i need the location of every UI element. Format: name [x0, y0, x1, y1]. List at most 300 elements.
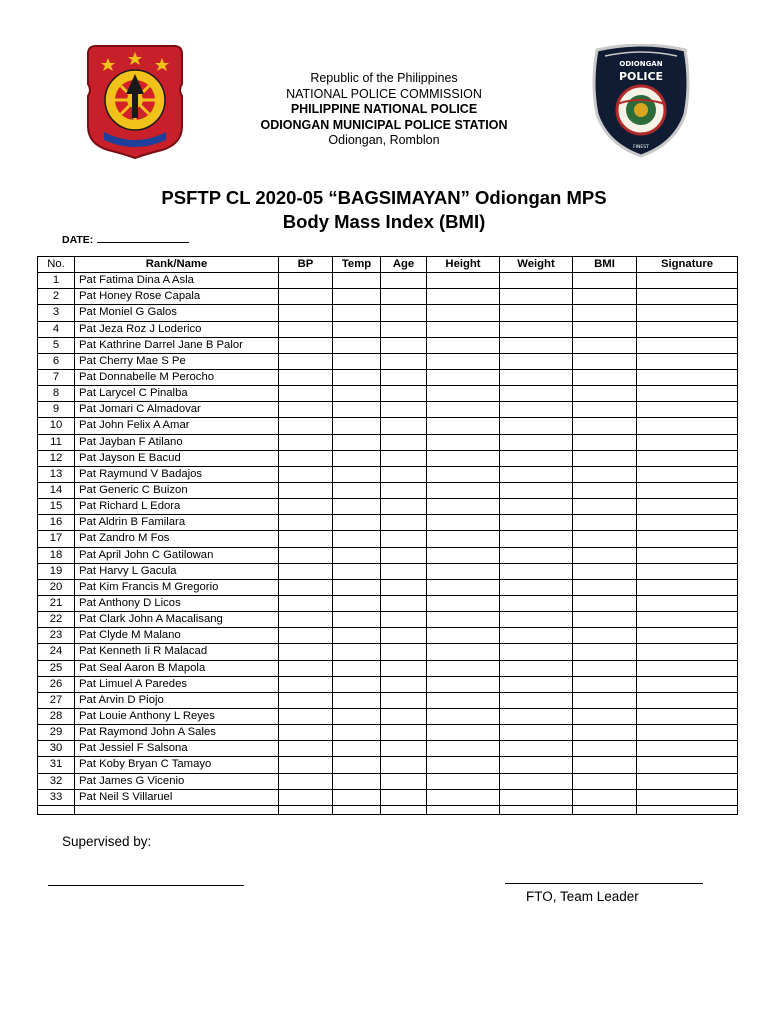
cell-signature[interactable] — [637, 499, 738, 515]
cell-height[interactable] — [427, 676, 500, 692]
cell-height[interactable] — [427, 547, 500, 563]
blank-cell — [38, 805, 75, 814]
cell-height[interactable] — [427, 386, 500, 402]
cell-no: 9 — [38, 402, 75, 418]
cell-temp[interactable] — [333, 741, 381, 757]
cell-weight[interactable] — [500, 353, 573, 369]
table-row — [38, 741, 738, 757]
cell-height[interactable] — [427, 273, 500, 289]
cell-temp[interactable] — [333, 499, 381, 515]
cell-signature[interactable] — [637, 337, 738, 353]
cell-signature[interactable] — [637, 595, 738, 611]
cell-age[interactable] — [381, 499, 427, 515]
cell-rank-name: Pat Kim Francis M Gregorio — [75, 579, 279, 595]
cell-weight[interactable] — [500, 273, 573, 289]
cell-weight[interactable] — [500, 708, 573, 724]
cell-rank-name: Pat Raymond John A Sales — [75, 725, 279, 741]
blank-cell — [500, 805, 573, 814]
table-row — [38, 644, 738, 660]
table-row — [38, 612, 738, 628]
cell-weight[interactable] — [500, 369, 573, 385]
table-row — [38, 515, 738, 531]
cell-signature[interactable] — [637, 402, 738, 418]
cell-temp[interactable] — [333, 595, 381, 611]
cell-weight[interactable] — [500, 676, 573, 692]
cell-bmi[interactable] — [573, 369, 637, 385]
cell-age[interactable] — [381, 289, 427, 305]
cell-age[interactable] — [381, 708, 427, 724]
cell-signature[interactable] — [637, 789, 738, 805]
cell-height[interactable] — [427, 628, 500, 644]
cell-signature[interactable] — [637, 612, 738, 628]
cell-bmi[interactable] — [573, 499, 637, 515]
cell-height[interactable] — [427, 789, 500, 805]
cell-age[interactable] — [381, 466, 427, 482]
cell-temp[interactable] — [333, 563, 381, 579]
header-height: Height — [427, 257, 500, 273]
cell-bp[interactable] — [279, 595, 333, 611]
cell-temp[interactable] — [333, 515, 381, 531]
cell-temp[interactable] — [333, 369, 381, 385]
cell-bp[interactable] — [279, 353, 333, 369]
cell-bp[interactable] — [279, 773, 333, 789]
cell-bmi[interactable] — [573, 321, 637, 337]
cell-weight[interactable] — [500, 741, 573, 757]
cell-height[interactable] — [427, 563, 500, 579]
fto-signature-line — [505, 883, 703, 884]
cell-bp[interactable] — [279, 289, 333, 305]
cell-age[interactable] — [381, 515, 427, 531]
cell-weight[interactable] — [500, 466, 573, 482]
blank-cell — [279, 805, 333, 814]
table-row — [38, 708, 738, 724]
cell-bp[interactable] — [279, 482, 333, 498]
cell-bmi[interactable] — [573, 434, 637, 450]
cell-bp[interactable] — [279, 628, 333, 644]
cell-age[interactable] — [381, 386, 427, 402]
cell-bmi[interactable] — [573, 273, 637, 289]
cell-bmi[interactable] — [573, 789, 637, 805]
cell-bmi[interactable] — [573, 418, 637, 434]
cell-bp[interactable] — [279, 515, 333, 531]
cell-signature[interactable] — [637, 386, 738, 402]
cell-height[interactable] — [427, 531, 500, 547]
cell-bmi[interactable] — [573, 757, 637, 773]
cell-signature[interactable] — [637, 628, 738, 644]
cell-bmi[interactable] — [573, 660, 637, 676]
cell-no: 10 — [38, 418, 75, 434]
cell-rank-name: Pat Larycel C Pinalba — [75, 386, 279, 402]
cell-temp[interactable] — [333, 612, 381, 628]
cell-signature[interactable] — [637, 418, 738, 434]
cell-rank-name: Pat Harvy L Gacula — [75, 563, 279, 579]
cell-bp[interactable] — [279, 547, 333, 563]
cell-signature[interactable] — [637, 353, 738, 369]
cell-bp[interactable] — [279, 466, 333, 482]
police-shield-icon — [589, 44, 693, 158]
cell-signature[interactable] — [637, 321, 738, 337]
blank-cell — [75, 805, 279, 814]
cell-weight[interactable] — [500, 418, 573, 434]
cell-signature[interactable] — [637, 369, 738, 385]
cell-height[interactable] — [427, 612, 500, 628]
cell-height[interactable] — [427, 741, 500, 757]
table-row — [38, 353, 738, 369]
cell-age[interactable] — [381, 725, 427, 741]
cell-bp[interactable] — [279, 563, 333, 579]
cell-bmi[interactable] — [573, 515, 637, 531]
cell-weight[interactable] — [500, 773, 573, 789]
cell-bp[interactable] — [279, 337, 333, 353]
cell-rank-name: Pat Limuel A Paredes — [75, 676, 279, 692]
cell-signature[interactable] — [637, 644, 738, 660]
cell-age[interactable] — [381, 595, 427, 611]
cell-age[interactable] — [381, 741, 427, 757]
cell-rank-name: Pat Richard L Edora — [75, 499, 279, 515]
cell-age[interactable] — [381, 628, 427, 644]
cell-signature[interactable] — [637, 482, 738, 498]
cell-temp[interactable] — [333, 692, 381, 708]
cell-bp[interactable] — [279, 499, 333, 515]
cell-height[interactable] — [427, 757, 500, 773]
cell-bp[interactable] — [279, 789, 333, 805]
cell-temp[interactable] — [333, 531, 381, 547]
cell-age[interactable] — [381, 482, 427, 498]
cell-bp[interactable] — [279, 725, 333, 741]
cell-weight[interactable] — [500, 305, 573, 321]
cell-height[interactable] — [427, 773, 500, 789]
cell-no: 17 — [38, 531, 75, 547]
cell-weight[interactable] — [500, 579, 573, 595]
cell-weight[interactable] — [500, 434, 573, 450]
date-blank-line[interactable] — [97, 233, 189, 243]
cell-bp[interactable] — [279, 531, 333, 547]
cell-age[interactable] — [381, 353, 427, 369]
cell-temp[interactable] — [333, 773, 381, 789]
cell-weight[interactable] — [500, 628, 573, 644]
cell-weight[interactable] — [500, 757, 573, 773]
cell-age[interactable] — [381, 773, 427, 789]
table-row — [38, 434, 738, 450]
cell-age[interactable] — [381, 434, 427, 450]
cell-height[interactable] — [427, 515, 500, 531]
cell-age[interactable] — [381, 418, 427, 434]
document-title — [0, 186, 768, 234]
header-commission: NATIONAL POLICE COMMISSION — [286, 86, 482, 101]
cell-weight[interactable] — [500, 692, 573, 708]
table-row — [38, 563, 738, 579]
cell-no: 15 — [38, 499, 75, 515]
cell-height[interactable] — [427, 595, 500, 611]
cell-height[interactable] — [427, 305, 500, 321]
cell-weight[interactable] — [500, 515, 573, 531]
cell-signature[interactable] — [637, 676, 738, 692]
cell-no: 29 — [38, 725, 75, 741]
title-line-2: Body Mass Index (BMI) — [282, 211, 486, 232]
cell-bp[interactable] — [279, 305, 333, 321]
table-row — [38, 579, 738, 595]
cell-signature[interactable] — [637, 725, 738, 741]
cell-signature[interactable] — [637, 757, 738, 773]
cell-weight[interactable] — [500, 644, 573, 660]
cell-bmi[interactable] — [573, 644, 637, 660]
cell-bmi[interactable] — [573, 628, 637, 644]
cell-rank-name: Pat Generic C Buizon — [75, 482, 279, 498]
cell-temp[interactable] — [333, 628, 381, 644]
cell-height[interactable] — [427, 321, 500, 337]
cell-signature[interactable] — [637, 660, 738, 676]
cell-rank-name: Pat Neil S Villaruel — [75, 789, 279, 805]
cell-temp[interactable] — [333, 757, 381, 773]
cell-weight[interactable] — [500, 337, 573, 353]
table-row — [38, 757, 738, 773]
supervisor-signature-line — [48, 885, 244, 886]
cell-bmi[interactable] — [573, 289, 637, 305]
cell-signature[interactable] — [637, 547, 738, 563]
cell-temp[interactable] — [333, 273, 381, 289]
cell-bp[interactable] — [279, 450, 333, 466]
cell-age[interactable] — [381, 321, 427, 337]
header-weight: Weight — [500, 257, 573, 273]
cell-weight[interactable] — [500, 499, 573, 515]
cell-weight[interactable] — [500, 386, 573, 402]
cell-height[interactable] — [427, 418, 500, 434]
cell-height[interactable] — [427, 499, 500, 515]
cell-bp[interactable] — [279, 273, 333, 289]
cell-temp[interactable] — [333, 725, 381, 741]
cell-weight[interactable] — [500, 725, 573, 741]
cell-bp[interactable] — [279, 741, 333, 757]
cell-weight[interactable] — [500, 660, 573, 676]
cell-age[interactable] — [381, 547, 427, 563]
cell-temp[interactable] — [333, 386, 381, 402]
cell-bp[interactable] — [279, 708, 333, 724]
cell-bmi[interactable] — [573, 708, 637, 724]
cell-signature[interactable] — [637, 531, 738, 547]
cell-no: 16 — [38, 515, 75, 531]
cell-height[interactable] — [427, 369, 500, 385]
cell-weight[interactable] — [500, 482, 573, 498]
cell-rank-name: Pat Fatima Dina A Asla — [75, 273, 279, 289]
cell-age[interactable] — [381, 450, 427, 466]
cell-temp[interactable] — [333, 418, 381, 434]
cell-rank-name: Pat Jayban F Atilano — [75, 434, 279, 450]
cell-no: 6 — [38, 353, 75, 369]
cell-signature[interactable] — [637, 773, 738, 789]
cell-no: 27 — [38, 692, 75, 708]
cell-temp[interactable] — [333, 466, 381, 482]
cell-height[interactable] — [427, 692, 500, 708]
cell-age[interactable] — [381, 563, 427, 579]
cell-temp[interactable] — [333, 789, 381, 805]
cell-weight[interactable] — [500, 450, 573, 466]
cell-bmi[interactable] — [573, 579, 637, 595]
cell-temp[interactable] — [333, 676, 381, 692]
cell-temp[interactable] — [333, 482, 381, 498]
cell-bp[interactable] — [279, 434, 333, 450]
cell-bmi[interactable] — [573, 547, 637, 563]
cell-no: 14 — [38, 482, 75, 498]
cell-no: 32 — [38, 773, 75, 789]
cell-temp[interactable] — [333, 547, 381, 563]
cell-bp[interactable] — [279, 612, 333, 628]
cell-age[interactable] — [381, 757, 427, 773]
cell-age[interactable] — [381, 273, 427, 289]
cell-temp[interactable] — [333, 321, 381, 337]
header-age: Age — [381, 257, 427, 273]
cell-bmi[interactable] — [573, 450, 637, 466]
cell-weight[interactable] — [500, 563, 573, 579]
cell-bp[interactable] — [279, 386, 333, 402]
cell-bmi[interactable] — [573, 531, 637, 547]
cell-rank-name: Pat Raymund V Badajos — [75, 466, 279, 482]
cell-bmi[interactable] — [573, 466, 637, 482]
table-row — [38, 531, 738, 547]
cell-weight[interactable] — [500, 321, 573, 337]
cell-age[interactable] — [381, 676, 427, 692]
cell-bp[interactable] — [279, 644, 333, 660]
cell-height[interactable] — [427, 579, 500, 595]
cell-height[interactable] — [427, 353, 500, 369]
cell-signature[interactable] — [637, 692, 738, 708]
cell-no: 12 — [38, 450, 75, 466]
cell-age[interactable] — [381, 644, 427, 660]
cell-height[interactable] — [427, 466, 500, 482]
cell-age[interactable] — [381, 305, 427, 321]
cell-signature[interactable] — [637, 289, 738, 305]
cell-age[interactable] — [381, 337, 427, 353]
cell-bp[interactable] — [279, 579, 333, 595]
cell-rank-name: Pat Kathrine Darrel Jane B Palor — [75, 337, 279, 353]
cell-height[interactable] — [427, 660, 500, 676]
cell-temp[interactable] — [333, 434, 381, 450]
cell-bmi[interactable] — [573, 676, 637, 692]
cell-bmi[interactable] — [573, 353, 637, 369]
cell-no: 28 — [38, 708, 75, 724]
logo-odiongan-text: ODIONGAN — [619, 60, 663, 68]
cell-height[interactable] — [427, 289, 500, 305]
cell-rank-name: Pat Clark John A Macalisang — [75, 612, 279, 628]
cell-bp[interactable] — [279, 402, 333, 418]
cell-age[interactable] — [381, 402, 427, 418]
blank-cell — [333, 805, 381, 814]
cell-signature[interactable] — [637, 466, 738, 482]
cell-weight[interactable] — [500, 531, 573, 547]
cell-bmi[interactable] — [573, 692, 637, 708]
cell-height[interactable] — [427, 434, 500, 450]
cell-weight[interactable] — [500, 547, 573, 563]
cell-age[interactable] — [381, 660, 427, 676]
cell-bp[interactable] — [279, 676, 333, 692]
cell-age[interactable] — [381, 369, 427, 385]
cell-age[interactable] — [381, 612, 427, 628]
supervised-by-label: Supervised by: — [62, 834, 152, 849]
cell-signature[interactable] — [637, 579, 738, 595]
cell-bp[interactable] — [279, 757, 333, 773]
cell-bp[interactable] — [279, 369, 333, 385]
cell-weight[interactable] — [500, 612, 573, 628]
cell-bmi[interactable] — [573, 773, 637, 789]
cell-no: 31 — [38, 757, 75, 773]
cell-bmi[interactable] — [573, 337, 637, 353]
cell-no: 1 — [38, 273, 75, 289]
cell-signature[interactable] — [637, 515, 738, 531]
cell-height[interactable] — [427, 337, 500, 353]
cell-bmi[interactable] — [573, 595, 637, 611]
cell-age[interactable] — [381, 531, 427, 547]
cell-bmi[interactable] — [573, 305, 637, 321]
cell-weight[interactable] — [500, 402, 573, 418]
cell-bmi[interactable] — [573, 402, 637, 418]
cell-signature[interactable] — [637, 434, 738, 450]
cell-bp[interactable] — [279, 321, 333, 337]
header-location: Odiongan, Romblon — [328, 133, 440, 147]
cell-no: 7 — [38, 369, 75, 385]
cell-temp[interactable] — [333, 644, 381, 660]
cell-bp[interactable] — [279, 418, 333, 434]
cell-height[interactable] — [427, 402, 500, 418]
cell-signature[interactable] — [637, 305, 738, 321]
cell-height[interactable] — [427, 725, 500, 741]
cell-bmi[interactable] — [573, 386, 637, 402]
cell-temp[interactable] — [333, 708, 381, 724]
table-row — [38, 321, 738, 337]
cell-signature[interactable] — [637, 273, 738, 289]
table-row — [38, 402, 738, 418]
cell-signature[interactable] — [637, 450, 738, 466]
cell-weight[interactable] — [500, 595, 573, 611]
cell-no: 20 — [38, 579, 75, 595]
cell-bmi[interactable] — [573, 725, 637, 741]
cell-bmi[interactable] — [573, 741, 637, 757]
cell-temp[interactable] — [333, 660, 381, 676]
cell-age[interactable] — [381, 579, 427, 595]
cell-rank-name: Pat James G Vicenio — [75, 773, 279, 789]
cell-bmi[interactable] — [573, 563, 637, 579]
cell-temp[interactable] — [333, 305, 381, 321]
cell-height[interactable] — [427, 450, 500, 466]
cell-height[interactable] — [427, 644, 500, 660]
cell-temp[interactable] — [333, 289, 381, 305]
header-bmi: BMI — [573, 257, 637, 273]
cell-signature[interactable] — [637, 563, 738, 579]
cell-temp[interactable] — [333, 450, 381, 466]
cell-temp[interactable] — [333, 579, 381, 595]
cell-bmi[interactable] — [573, 612, 637, 628]
cell-bp[interactable] — [279, 692, 333, 708]
table-row — [38, 692, 738, 708]
cell-temp[interactable] — [333, 337, 381, 353]
cell-height[interactable] — [427, 708, 500, 724]
table-row — [38, 676, 738, 692]
cell-rank-name: Pat Koby Bryan C Tamayo — [75, 757, 279, 773]
bmi-roster-table — [37, 256, 738, 815]
table-row — [38, 289, 738, 305]
cell-height[interactable] — [427, 482, 500, 498]
cell-weight[interactable] — [500, 289, 573, 305]
cell-rank-name: Pat Donnabelle M Perocho — [75, 369, 279, 385]
cell-temp[interactable] — [333, 353, 381, 369]
cell-bmi[interactable] — [573, 482, 637, 498]
header-temp: Temp — [333, 257, 381, 273]
cell-bp[interactable] — [279, 660, 333, 676]
cell-weight[interactable] — [500, 789, 573, 805]
cell-age[interactable] — [381, 789, 427, 805]
cell-signature[interactable] — [637, 741, 738, 757]
cell-signature[interactable] — [637, 708, 738, 724]
cell-temp[interactable] — [333, 402, 381, 418]
cell-age[interactable] — [381, 692, 427, 708]
